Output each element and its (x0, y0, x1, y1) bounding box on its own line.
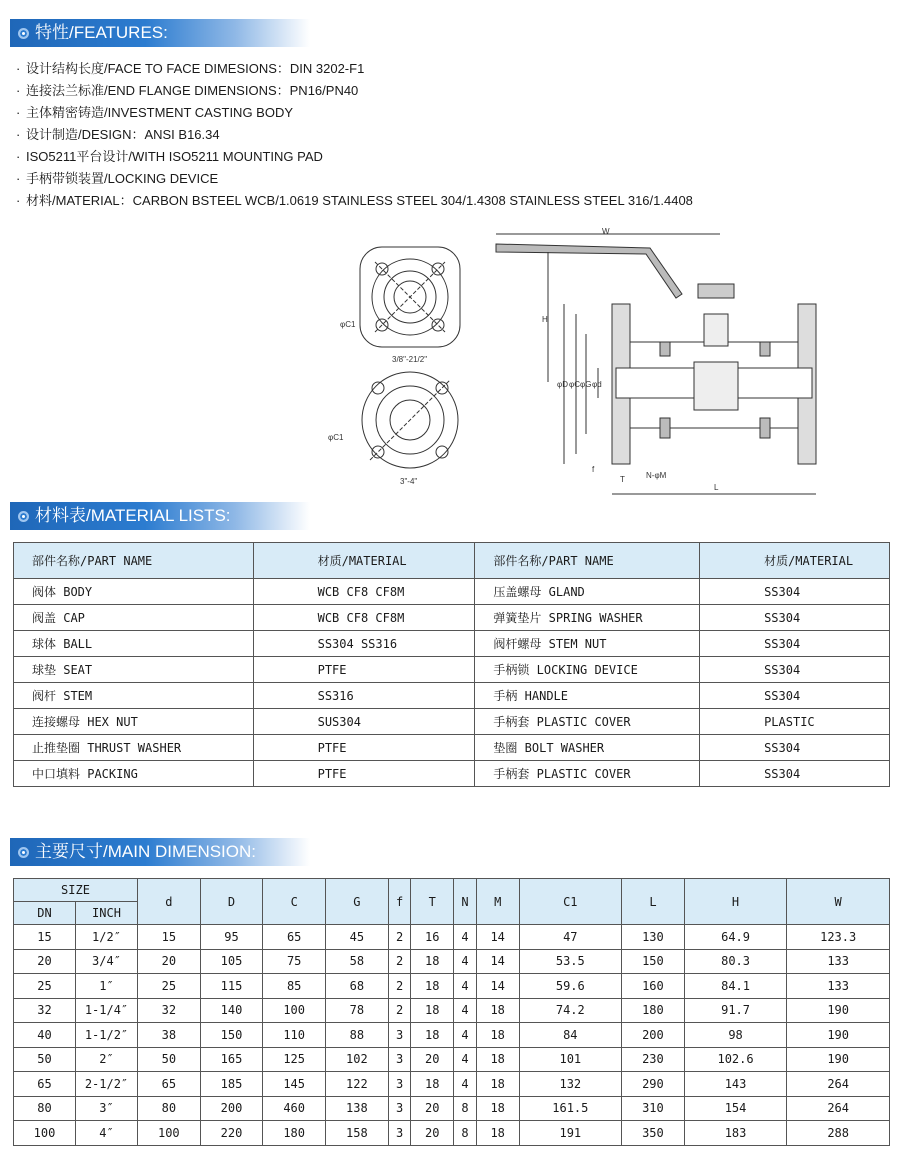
flange-small-view (340, 247, 460, 364)
part-name-cell: 手柄锁 LOCKING DEVICE (475, 657, 700, 683)
part-name-cell: 阀杆螺母 STEM NUT (475, 631, 700, 657)
part-name-cell: 手柄 HANDLE (475, 683, 700, 709)
dimension-cell: 310 (622, 1096, 685, 1121)
column-header: f (388, 879, 411, 925)
bullet-icon (18, 28, 29, 39)
flange-large-view (328, 372, 458, 486)
part-name-cell: 球体 BALL (14, 631, 254, 657)
dimension-cell: 3 (388, 1096, 411, 1121)
dim-c-label: φC (569, 380, 580, 389)
dimension-cell: 65 (138, 1072, 201, 1097)
dimension-cell: 4 (454, 925, 477, 950)
features-list (16, 58, 693, 212)
material-cell: SS304 (700, 761, 890, 787)
part-name-cell: 止推垫圈 THRUST WASHER (14, 735, 254, 761)
column-header: T (411, 879, 454, 925)
dim-f-label: f (592, 465, 595, 474)
dimension-cell: 110 (263, 1023, 326, 1048)
material-cell: SS316 (253, 683, 475, 709)
dimension-cell: 68 (326, 974, 389, 999)
dimension-cell: 3 (388, 1023, 411, 1048)
dimension-row (14, 949, 890, 974)
material-cell: PTFE (253, 761, 475, 787)
dimension-cell: 133 (787, 949, 890, 974)
inch-header: INCH (76, 902, 138, 925)
part-name-cell: 阀体 BODY (14, 579, 254, 605)
dimension-cell: 150 (200, 1023, 263, 1048)
dimension-cell: 53.5 (519, 949, 622, 974)
material-row (14, 683, 890, 709)
material-cell: WCB CF8 CF8M (253, 579, 475, 605)
dimension-cell: 200 (622, 1023, 685, 1048)
dimension-cell: 14 (476, 949, 519, 974)
feature-item: · 设计制造/DESIGN：ANSI B16.34 (16, 127, 220, 142)
dimension-cell: 65 (14, 1072, 76, 1097)
column-header: L (622, 879, 685, 925)
dimension-cell: 64.9 (684, 925, 787, 950)
dimension-cell: 32 (138, 998, 201, 1023)
dimension-cell: 25 (14, 974, 76, 999)
dimension-cell: 105 (200, 949, 263, 974)
part-name-cell: 阀杆 STEM (14, 683, 254, 709)
dimension-table (13, 878, 890, 1146)
column-header: G (326, 879, 389, 925)
dimension-cell: 91.7 (684, 998, 787, 1023)
dimension-cell: 158 (326, 1121, 389, 1146)
dimension-cell: 3 (388, 1047, 411, 1072)
dimension-cell: 18 (411, 974, 454, 999)
dimension-cell: 38 (138, 1023, 201, 1048)
dimensions-heading-bar (10, 838, 310, 866)
dimension-cell: 290 (622, 1072, 685, 1097)
dimension-cell: 20 (411, 1047, 454, 1072)
dimension-cell: 102 (326, 1047, 389, 1072)
material-cell: SUS304 (253, 709, 475, 735)
dimension-cell: 4 (454, 1072, 477, 1097)
dimension-cell: 100 (263, 998, 326, 1023)
dimension-cell: 460 (263, 1096, 326, 1121)
dimension-cell: 3 (388, 1121, 411, 1146)
dimension-cell: 18 (411, 1023, 454, 1048)
dimension-cell: 75 (263, 949, 326, 974)
dim-g-label: φG (580, 380, 592, 389)
dimension-cell: 4 (454, 949, 477, 974)
dim-small-d-label: φd (592, 380, 602, 389)
dimension-cell: 32 (14, 998, 76, 1023)
dimension-cell: 15 (138, 925, 201, 950)
dimension-row (14, 1047, 890, 1072)
dimension-cell: 101 (519, 1047, 622, 1072)
features-heading-bar (10, 19, 310, 47)
column-header: d (138, 879, 201, 925)
features-heading: 特性/FEATURES: (35, 23, 168, 42)
dimension-cell: 18 (476, 1023, 519, 1048)
dimension-cell: 95 (200, 925, 263, 950)
dimension-cell: 180 (622, 998, 685, 1023)
dimension-cell: 18 (476, 1121, 519, 1146)
column-header: 材质/MATERIAL (253, 543, 475, 579)
dimension-cell: 190 (787, 998, 890, 1023)
dimension-cell: 191 (519, 1121, 622, 1146)
part-name-cell: 弹簧垫片 SPRING WASHER (475, 605, 700, 631)
dimension-cell: 264 (787, 1096, 890, 1121)
material-row (14, 631, 890, 657)
part-name-cell: 连接螺母 HEX NUT (14, 709, 254, 735)
dimension-cell: 115 (200, 974, 263, 999)
feature-item: · 连接法兰标准/END FLANGE DIMENSIONS：PN16/PN40 (16, 83, 359, 98)
dimension-cell: 98 (684, 1023, 787, 1048)
dimension-cell: 4 (454, 998, 477, 1023)
feature-item: · ISO5211平台设计/WITH ISO5211 MOUNTING PAD (16, 149, 323, 164)
part-name-cell: 中口填料 PACKING (14, 761, 254, 787)
dimension-cell: 2 (388, 998, 411, 1023)
dimension-cell: 145 (263, 1072, 326, 1097)
materials-heading-bar (10, 502, 310, 530)
dimension-cell: 84 (519, 1023, 622, 1048)
dimension-cell: 2 (388, 925, 411, 950)
column-header: 部件名称/PART NAME (475, 543, 700, 579)
dimension-cell: 3 (388, 1072, 411, 1097)
material-cell: SS304 SS316 (253, 631, 475, 657)
dimension-cell: 18 (476, 1072, 519, 1097)
dimension-row (14, 974, 890, 999)
dimension-cell: 190 (787, 1047, 890, 1072)
dimension-cell: 50 (138, 1047, 201, 1072)
dimension-cell: 2 (388, 949, 411, 974)
dimension-cell: 350 (622, 1121, 685, 1146)
dimension-cell: 3/4″ (76, 949, 138, 974)
dimension-cell: 220 (200, 1121, 263, 1146)
dimension-cell: 1-1/4″ (76, 998, 138, 1023)
dimension-cell: 122 (326, 1072, 389, 1097)
dimension-cell: 123.3 (787, 925, 890, 950)
dimension-cell: 20 (411, 1096, 454, 1121)
dimension-cell: 45 (326, 925, 389, 950)
dimension-cell: 16 (411, 925, 454, 950)
dimension-cell: 2 (388, 974, 411, 999)
column-header: C (263, 879, 326, 925)
part-name-cell: 垫圈 BOLT WASHER (475, 735, 700, 761)
dimension-cell: 18 (476, 998, 519, 1023)
dim-t-label: T (620, 475, 625, 484)
column-header: 部件名称/PART NAME (14, 543, 254, 579)
material-row (14, 657, 890, 683)
material-cell: SS304 (700, 657, 890, 683)
dimension-row (14, 1023, 890, 1048)
dimension-cell: 85 (263, 974, 326, 999)
dimension-cell: 190 (787, 1023, 890, 1048)
dimension-cell: 102.6 (684, 1047, 787, 1072)
dimension-cell: 15 (14, 925, 76, 950)
dimension-cell: 165 (200, 1047, 263, 1072)
dimension-cell: 200 (200, 1096, 263, 1121)
dimension-cell: 125 (263, 1047, 326, 1072)
dimension-cell: 80 (14, 1096, 76, 1121)
dimension-header-row (14, 879, 890, 902)
dimension-cell: 65 (263, 925, 326, 950)
dimension-cell: 2-1/2″ (76, 1072, 138, 1097)
dimension-row (14, 1096, 890, 1121)
dimension-cell: 59.6 (519, 974, 622, 999)
dimension-cell: 8 (454, 1096, 477, 1121)
dimension-cell: 4 (454, 1047, 477, 1072)
material-row (14, 605, 890, 631)
dim-l-label: L (714, 483, 719, 492)
size-header: SIZE (14, 879, 138, 902)
dimension-cell: 185 (200, 1072, 263, 1097)
dimension-cell: 4″ (76, 1121, 138, 1146)
dimension-row (14, 925, 890, 950)
part-name-cell: 手柄套 PLASTIC COVER (475, 709, 700, 735)
dimension-cell: 180 (263, 1121, 326, 1146)
dimension-cell: 25 (138, 974, 201, 999)
c1-label: φC1 (328, 433, 344, 442)
dimension-cell: 58 (326, 949, 389, 974)
part-name-cell: 压盖螺母 GLAND (475, 579, 700, 605)
dimension-cell: 74.2 (519, 998, 622, 1023)
dimension-cell: 50 (14, 1047, 76, 1072)
dimension-cell: 140 (200, 998, 263, 1023)
dn-header: DN (14, 902, 76, 925)
c1-label: φC1 (340, 320, 356, 329)
dimension-cell: 47 (519, 925, 622, 950)
dimension-cell: 18 (411, 1072, 454, 1097)
dimension-cell: 143 (684, 1072, 787, 1097)
dimension-cell: 18 (476, 1096, 519, 1121)
dimension-cell: 84.1 (684, 974, 787, 999)
material-cell: SS304 (700, 735, 890, 761)
material-cell: PTFE (253, 735, 475, 761)
material-table (13, 542, 890, 787)
material-cell: SS304 (700, 579, 890, 605)
material-cell: SS304 (700, 605, 890, 631)
dimension-cell: 4 (454, 1023, 477, 1048)
dimension-cell: 14 (476, 974, 519, 999)
dimension-cell: 161.5 (519, 1096, 622, 1121)
dimension-cell: 18 (411, 949, 454, 974)
part-name-cell: 阀盖 CAP (14, 605, 254, 631)
dimension-cell: 230 (622, 1047, 685, 1072)
material-cell: SS304 (700, 631, 890, 657)
materials-heading: 材料表/MATERIAL LISTS: (35, 506, 231, 525)
dimension-cell: 40 (14, 1023, 76, 1048)
dimension-cell: 1″ (76, 974, 138, 999)
column-header: H (684, 879, 787, 925)
dimension-cell: 132 (519, 1072, 622, 1097)
material-row (14, 709, 890, 735)
dim-w-label: W (602, 227, 610, 236)
dimension-cell: 150 (622, 949, 685, 974)
material-row (14, 761, 890, 787)
dimension-cell: 20 (14, 949, 76, 974)
dimension-cell: 130 (622, 925, 685, 950)
dimension-cell: 78 (326, 998, 389, 1023)
column-header: W (787, 879, 890, 925)
feature-item: · 手柄带锁装置/LOCKING DEVICE (16, 171, 219, 186)
material-header-row (14, 543, 890, 579)
dimension-cell: 2″ (76, 1047, 138, 1072)
dimension-cell: 14 (476, 925, 519, 950)
column-header: N (454, 879, 477, 925)
dimension-cell: 100 (14, 1121, 76, 1146)
dimension-cell: 264 (787, 1072, 890, 1097)
dimension-cell: 3″ (76, 1096, 138, 1121)
material-row (14, 735, 890, 761)
dimension-cell: 80 (138, 1096, 201, 1121)
column-header: D (200, 879, 263, 925)
feature-item: · 材料/MATERIAL：CARBON BSTEEL WCB/1.0619 STAINLESS STEEL 304/1.4308 STAINLESS STEEL 316/1.4408 (16, 193, 693, 208)
column-header: 材质/MATERIAL (700, 543, 890, 579)
dim-h-label: H (542, 315, 548, 324)
dimension-cell: 100 (138, 1121, 201, 1146)
flange-large-label: 3"-4" (400, 477, 418, 486)
dimension-cell: 4 (454, 974, 477, 999)
dimension-cell: 8 (454, 1121, 477, 1146)
dimensions-heading: 主要尺寸/MAIN DIMENSION: (35, 842, 257, 861)
dimension-cell: 288 (787, 1121, 890, 1146)
material-cell: PTFE (253, 657, 475, 683)
column-header: M (476, 879, 519, 925)
dimension-cell: 18 (411, 998, 454, 1023)
dimension-cell: 1/2″ (76, 925, 138, 950)
dimension-cell: 18 (476, 1047, 519, 1072)
dim-nm-label: N-φM (646, 471, 667, 480)
part-name-cell: 球垫 SEAT (14, 657, 254, 683)
material-row (14, 579, 890, 605)
valve-side-view (496, 227, 816, 494)
dimension-cell: 154 (684, 1096, 787, 1121)
dimension-row (14, 998, 890, 1023)
material-cell: WCB CF8 CF8M (253, 605, 475, 631)
dimension-cell: 20 (138, 949, 201, 974)
dimension-row (14, 1072, 890, 1097)
dimension-cell: 160 (622, 974, 685, 999)
part-name-cell: 手柄套 PLASTIC COVER (475, 761, 700, 787)
dimension-cell: 88 (326, 1023, 389, 1048)
dimension-cell: 20 (411, 1121, 454, 1146)
dimension-row (14, 1121, 890, 1146)
dimension-cell: 1-1/2″ (76, 1023, 138, 1048)
material-cell: SS304 (700, 683, 890, 709)
bullet-icon (18, 511, 29, 522)
dimension-cell: 183 (684, 1121, 787, 1146)
feature-item: · 主体精密铸造/INVESTMENT CASTING BODY (16, 105, 294, 120)
dimension-cell: 138 (326, 1096, 389, 1121)
valve-technical-drawing (320, 222, 840, 502)
material-cell: PLASTIC (700, 709, 890, 735)
column-header: C1 (519, 879, 622, 925)
bullet-icon (18, 847, 29, 858)
dimension-cell: 133 (787, 974, 890, 999)
feature-item: · 设计结构长度/FACE TO FACE DIMESIONS：DIN 3202-F1 (16, 61, 365, 76)
flange-small-label: 3/8"-21/2" (392, 355, 428, 364)
dimension-cell: 80.3 (684, 949, 787, 974)
dim-big-d-label: φD (557, 380, 568, 389)
